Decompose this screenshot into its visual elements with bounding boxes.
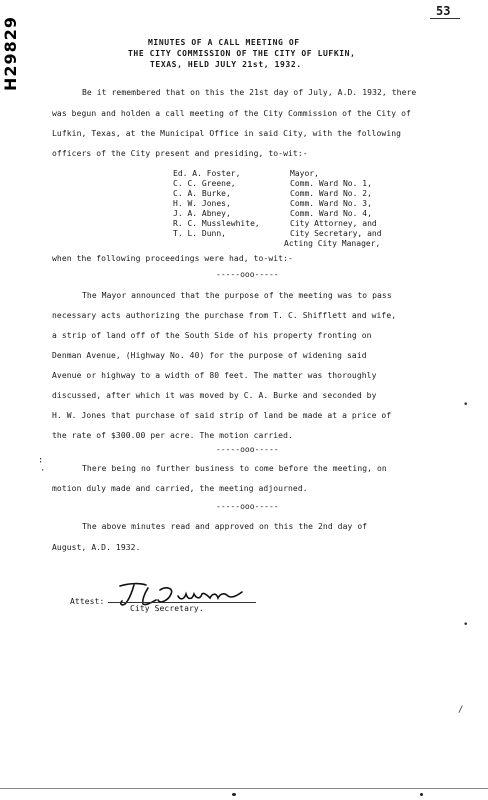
signature-line [108, 602, 256, 603]
officer-name: Ed. A. Foster, [173, 169, 241, 178]
document-id-stamp: H29829 [1, 15, 20, 91]
intro-line-2: was begun and holden a call meeting of the City Commission of the City of [52, 109, 411, 118]
officer-title: Acting City Manager, [284, 239, 381, 248]
officer-title: Comm. Ward No. 2, [290, 189, 372, 198]
officer-name: C. A. Burke, [173, 189, 231, 198]
officer-name: T. L. Dunn, [173, 229, 226, 238]
motion-line-4: Denman Avenue, (Highway No. 40) for the purpose of widening said [52, 351, 367, 360]
heading-line-2: THE CITY COMMISSION OF THE CITY OF LUFKIN, [128, 49, 356, 58]
margin-mark: · [40, 466, 46, 476]
margin-mark: • [463, 400, 469, 410]
officer-title: City Secretary, and [290, 229, 382, 238]
motion-line-5: Avenue or highway to a width of 80 feet. The matter was thoroughly [52, 371, 377, 380]
motion-line-7: H. W. Jones that purchase of said strip of land be made at a price of [52, 411, 392, 420]
separator: -----ooo----- [216, 270, 279, 279]
officer-name: C. C. Greene, [173, 179, 236, 188]
separator: -----ooo----- [216, 445, 279, 454]
page-corner-mark: 53 [436, 4, 451, 18]
approval-line-1: The above minutes read and approved on this the 2nd day of [82, 522, 368, 531]
approval-line-2: August, A.D. 1932. [52, 543, 141, 552]
officer-title: Comm. Ward No. 4, [290, 209, 372, 218]
proceedings-line: when the following proceedings were had, to-wit:- [52, 254, 293, 263]
officer-name: H. W. Jones, [173, 199, 231, 208]
officer-title: Comm. Ward No. 3, [290, 199, 372, 208]
officer-name: R. C. Musslewhite, [173, 219, 260, 228]
officer-name: J. A. Abney, [173, 209, 231, 218]
heading-line-3: TEXAS, HELD JULY 21st, 1932. [150, 60, 302, 69]
scan-smudge [232, 793, 236, 796]
margin-mark: • [463, 620, 469, 630]
officer-title: City Attorney, and [290, 219, 377, 228]
heading-line-1: MINUTES OF A CALL MEETING OF [148, 38, 300, 47]
margin-mark: ∶ [38, 456, 44, 466]
intro-line-3: Lufkin, Texas, at the Municipal Office in said City, with the following [52, 129, 402, 138]
scan-smudge [420, 793, 423, 796]
officer-title: Comm. Ward No. 1, [290, 179, 372, 188]
attest-title: City Secretary. [130, 604, 204, 613]
motion-line-1: The Mayor announced that the purpose of the meeting was to pass [82, 291, 392, 300]
officer-title: Mayor, [290, 169, 319, 178]
motion-line-8: the rate of $300.00 per acre. The motion carried. [52, 431, 293, 440]
motion-line-6: discussed, after which it was moved by C. A. Burke and seconded by [52, 391, 377, 400]
margin-mark: / [458, 705, 464, 715]
attest-label: Attest: [70, 597, 105, 606]
motion-line-3: a strip of land off of the South Side of his property fronting on [52, 331, 372, 340]
adjourn-line-1: There being no further business to come before the meeting, on [82, 464, 387, 473]
intro-line-4: officers of the City present and presiding, to-wit:- [52, 149, 308, 158]
corner-rule [430, 18, 460, 19]
intro-line-1: Be it remembered that on this the 21st day of July, A.D. 1932, there [82, 88, 417, 97]
scan-edge [0, 788, 488, 789]
separator: -----ooo----- [216, 502, 279, 511]
adjourn-line-2: motion duly made and carried, the meeting adjourned. [52, 484, 308, 493]
motion-line-2: necessary acts authorizing the purchase from T. C. Shifflett and wife, [52, 311, 397, 320]
